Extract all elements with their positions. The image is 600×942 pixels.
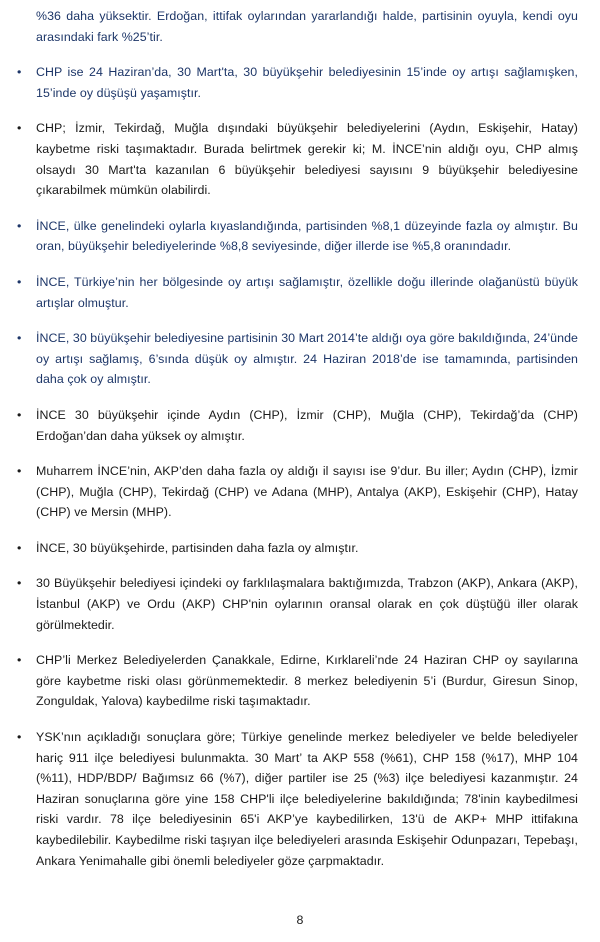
paragraph-text: CHP ise 24 Haziran’da, 30 Mart'ta, 30 büyükşehir belediyesinin 15’inde oy artışı sağlamışken, 15’inde oy düşüşü yaşamıştır. bbox=[36, 65, 578, 100]
paragraph-text: YSK’nın açıkladığı sonuçlara göre; Türkiye genelinde merkez belediyeler ve belde belediyeler hariç 911 ilçe belediyesi bulunmakta. 30 Mart’ ta AKP 558 (%61), CHP 158 (%17), MHP 104 (%11), HDP/BDP/ Bağımsız 66 (%7), diğer partiler ise 25 (%3) ilçe belediyesi kazanmıştır. 24 Haziran sonuçlarına göre yine 158 CHP'li ilçe belediyelerine bakıldığında; 78'inin kaybedilmesi riski vardır. 78 ilçe belediyesinin 65'i AKP’ye kaybedilirken, 13'ü de AKP+ MHP ittifakına kaybedilebilir. Kaybedilme riski taşıyan ilçe belediyeleri arasında Eskişehir Odunpazarı, Tepebaşı, Ankara Yenimahalle gibi önemli belediyeler göze çarpmaktadır. bbox=[36, 730, 578, 868]
bullet-item-oy-farklilasmalar bbox=[12, 573, 578, 635]
bullet-item-ince-erdogandan-yuksek bbox=[12, 405, 578, 446]
paragraph-spacer bbox=[12, 201, 578, 216]
paragraph-spacer bbox=[12, 390, 578, 405]
paragraph-text: İNCE, 30 büyükşehirde, partisinden daha fazla oy almıştır. bbox=[36, 540, 359, 555]
paragraph-text: Muharrem İNCE’nin, AKP’den daha fazla oy aldığı il sayısı ise 9’dur. Bu iller; Aydın (CHP), İzmir (CHP), Muğla (CHP), Tekirdağ (CHP) ve Adana (MHP), Antalya (AKP), Eskişehir (CHP), Hatay (CHP) ve Mersin (MHP). bbox=[36, 464, 578, 520]
paragraph-text: CHP; İzmir, Tekirdağ, Muğla dışındaki büyükşehir belediyelerini (Aydın, Eskişehir, Hatay) kaybetme riski taşımaktadır. Burada belirtmek gerekir ki; M. İNCE’nin aldığı oyu, CHP almış olsaydı 30 Mart'ta kazanılan 6 büyükşehir belediyesi sayısını 9 büyükşehir belediyesine çıkarabilmek mümkün olabilirdi. bbox=[36, 121, 578, 198]
paragraph-spacer bbox=[12, 523, 578, 538]
paragraph-spacer bbox=[12, 446, 578, 461]
paragraph-text: İNCE, ülke genelindeki oylarla kıyaslandığında, partisinden %8,1 düzeyinde fazla oy almıştır. Bu oran, büyükşehir belediyelerinde %8,8 seviyesinde, diğer illerde ise %5,8 oranındadır. bbox=[36, 218, 578, 254]
page-number: 8 bbox=[296, 913, 304, 927]
paragraph-text: İNCE, Türkiye’nin her bölgesinde oy artışı sağlamıştır, özellikle doğu illerinde olağanüstü büyük artışlar olmuştur. bbox=[36, 274, 578, 310]
bullet-icon: • bbox=[17, 540, 22, 555]
bullet-item-ince-30-buyuksehirde bbox=[12, 538, 578, 559]
bullet-item-chp-oy-artisi bbox=[12, 62, 578, 103]
paragraph-intro-continuation bbox=[12, 6, 578, 47]
bullet-icon: • bbox=[17, 331, 22, 346]
bullet-icon: • bbox=[17, 407, 22, 422]
paragraph-spacer bbox=[12, 635, 578, 650]
bullet-item-chpli-merkez-belediyeler bbox=[12, 650, 578, 712]
bullet-icon: • bbox=[17, 274, 22, 289]
paragraph-text: 30 Büyükşehir belediyesi içindeki oy farklılaşmalara baktığımızda, Trabzon (AKP), Ankara (AKP), İstanbul (AKP) ve Ordu (AKP) CHP'nin oylarının oransal olarak en çok düştüğü iller olarak görülmektedir. bbox=[36, 576, 578, 632]
paragraph-spacer bbox=[12, 257, 578, 272]
bullet-item-ince-bolgesel-artis bbox=[12, 272, 578, 313]
bullet-item-ince-akpden-fazla-oy bbox=[12, 461, 578, 523]
bullet-icon: • bbox=[17, 653, 22, 668]
paragraph-spacer bbox=[12, 103, 578, 118]
paragraph-spacer bbox=[12, 47, 578, 62]
bullet-icon: • bbox=[17, 730, 22, 745]
paragraph-text: CHP’li Merkez Belediyelerden Çanakkale, Edirne, Kırklareli’nde 24 Haziran CHP oy sayılarına göre kaybetme riski olası görünmemektedir. 8 merkez belediyenin 5’i (Burdur, Giresun Sinop, Zonguldak, Yalova) kaybedilme riski taşımaktadır. bbox=[36, 653, 578, 709]
bullet-item-ince-30-buyuksehir-2014 bbox=[12, 328, 578, 390]
paragraph-text: İNCE 30 büyükşehir içinde Aydın (CHP), İzmir (CHP), Muğla (CHP), Tekirdağ’da (CHP) Erdoğan’dan daha yüksek oy almıştır. bbox=[36, 407, 578, 443]
bullet-icon: • bbox=[17, 576, 22, 591]
bullet-item-ysk-ilce-belediyeleri bbox=[12, 727, 578, 871]
paragraph-text: %36 daha yüksektir. Erdoğan, ittifak oylarından yararlandığı halde, partisinin oyuyla, kendi oyu arasındaki fark %25’tir. bbox=[36, 9, 578, 44]
paragraph-spacer bbox=[12, 558, 578, 573]
bullet-icon: • bbox=[17, 218, 22, 233]
bullet-item-ince-ulke-geneli bbox=[12, 216, 578, 257]
bullet-icon: • bbox=[17, 464, 22, 479]
paragraph-text: İNCE, 30 büyükşehir belediyesine partisinin 30 Mart 2014’te aldığı oya göre bakıldığında, 24’ünde oy artışı sağlamış, 6’sında düşük oy almıştır. 24 Haziran 2018’de ise tamamında, partisinden daha çok oy almıştır. bbox=[36, 331, 578, 387]
bullet-item-chp-kaybetme-riski bbox=[12, 118, 578, 200]
paragraph-spacer bbox=[12, 313, 578, 328]
bullet-icon: • bbox=[17, 65, 22, 80]
paragraph-spacer bbox=[12, 712, 578, 727]
bullet-icon: • bbox=[17, 121, 22, 136]
